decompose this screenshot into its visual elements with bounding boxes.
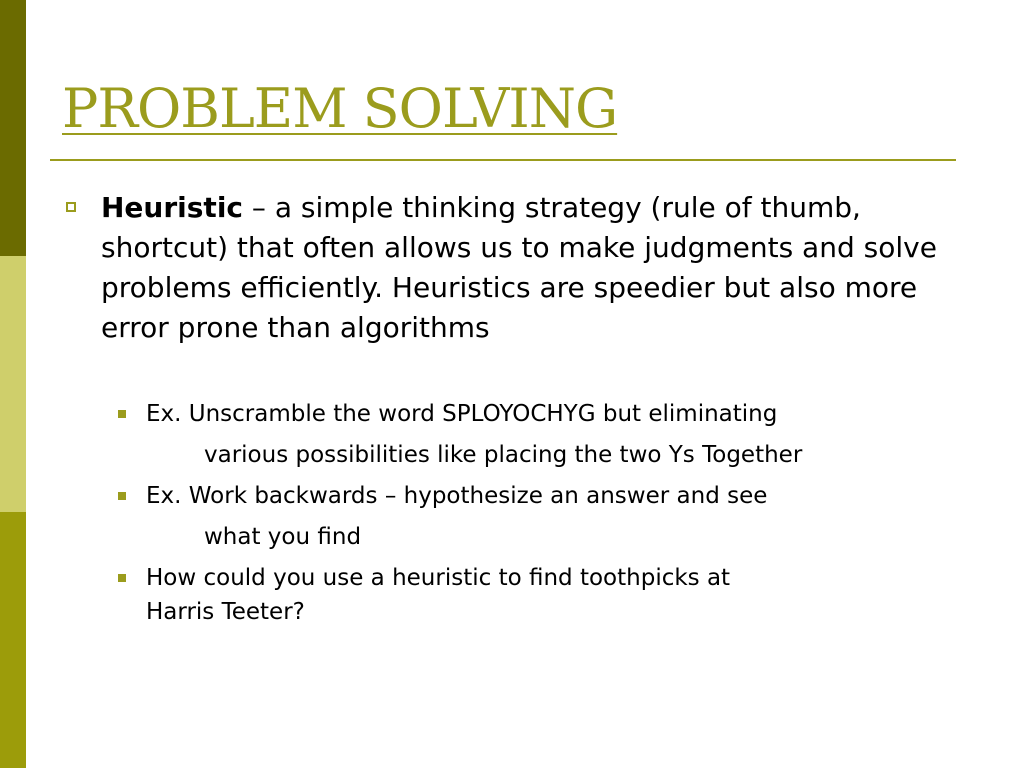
- title-divider: [50, 159, 956, 161]
- main-bullet: [101, 188, 971, 348]
- left-decorative-bar: [0, 0, 26, 768]
- sidebar-band-dark: [0, 0, 26, 256]
- square-bullet-icon: [118, 410, 126, 418]
- square-bullet-icon: [118, 574, 126, 582]
- hollow-square-bullet-icon: [66, 202, 76, 212]
- bullet-body-text: – a simple thinking strategy (rule of thumb, shortcut) that often allows us to make judgments and solve problems efficiently. Heuristics are speedier but also more error prone than algorithms: [101, 191, 937, 344]
- bullet-lead-term: Heuristic: [101, 191, 244, 224]
- sub-bullet-2-line-2: what you find: [204, 524, 362, 550]
- sub-bullet-1-line-1: Ex. Unscramble the word SPLOYOCHYG but eliminating: [146, 401, 778, 427]
- sub-bullet-1-line-2: various possibilities like placing the two Ys Together: [204, 442, 803, 468]
- sidebar-band-light: [0, 256, 26, 512]
- slide-title: PROBLEM SOLVING: [62, 77, 618, 140]
- sidebar-band-mid: [0, 512, 26, 768]
- square-bullet-icon: [118, 492, 126, 500]
- sub-bullet-3-line-1: How could you use a heuristic to find toothpicks at: [146, 565, 731, 591]
- sub-bullet-3-line-2: Harris Teeter?: [146, 599, 305, 625]
- sub-bullet-2-line-1: Ex. Work backwards – hypothesize an answer and see: [146, 483, 768, 509]
